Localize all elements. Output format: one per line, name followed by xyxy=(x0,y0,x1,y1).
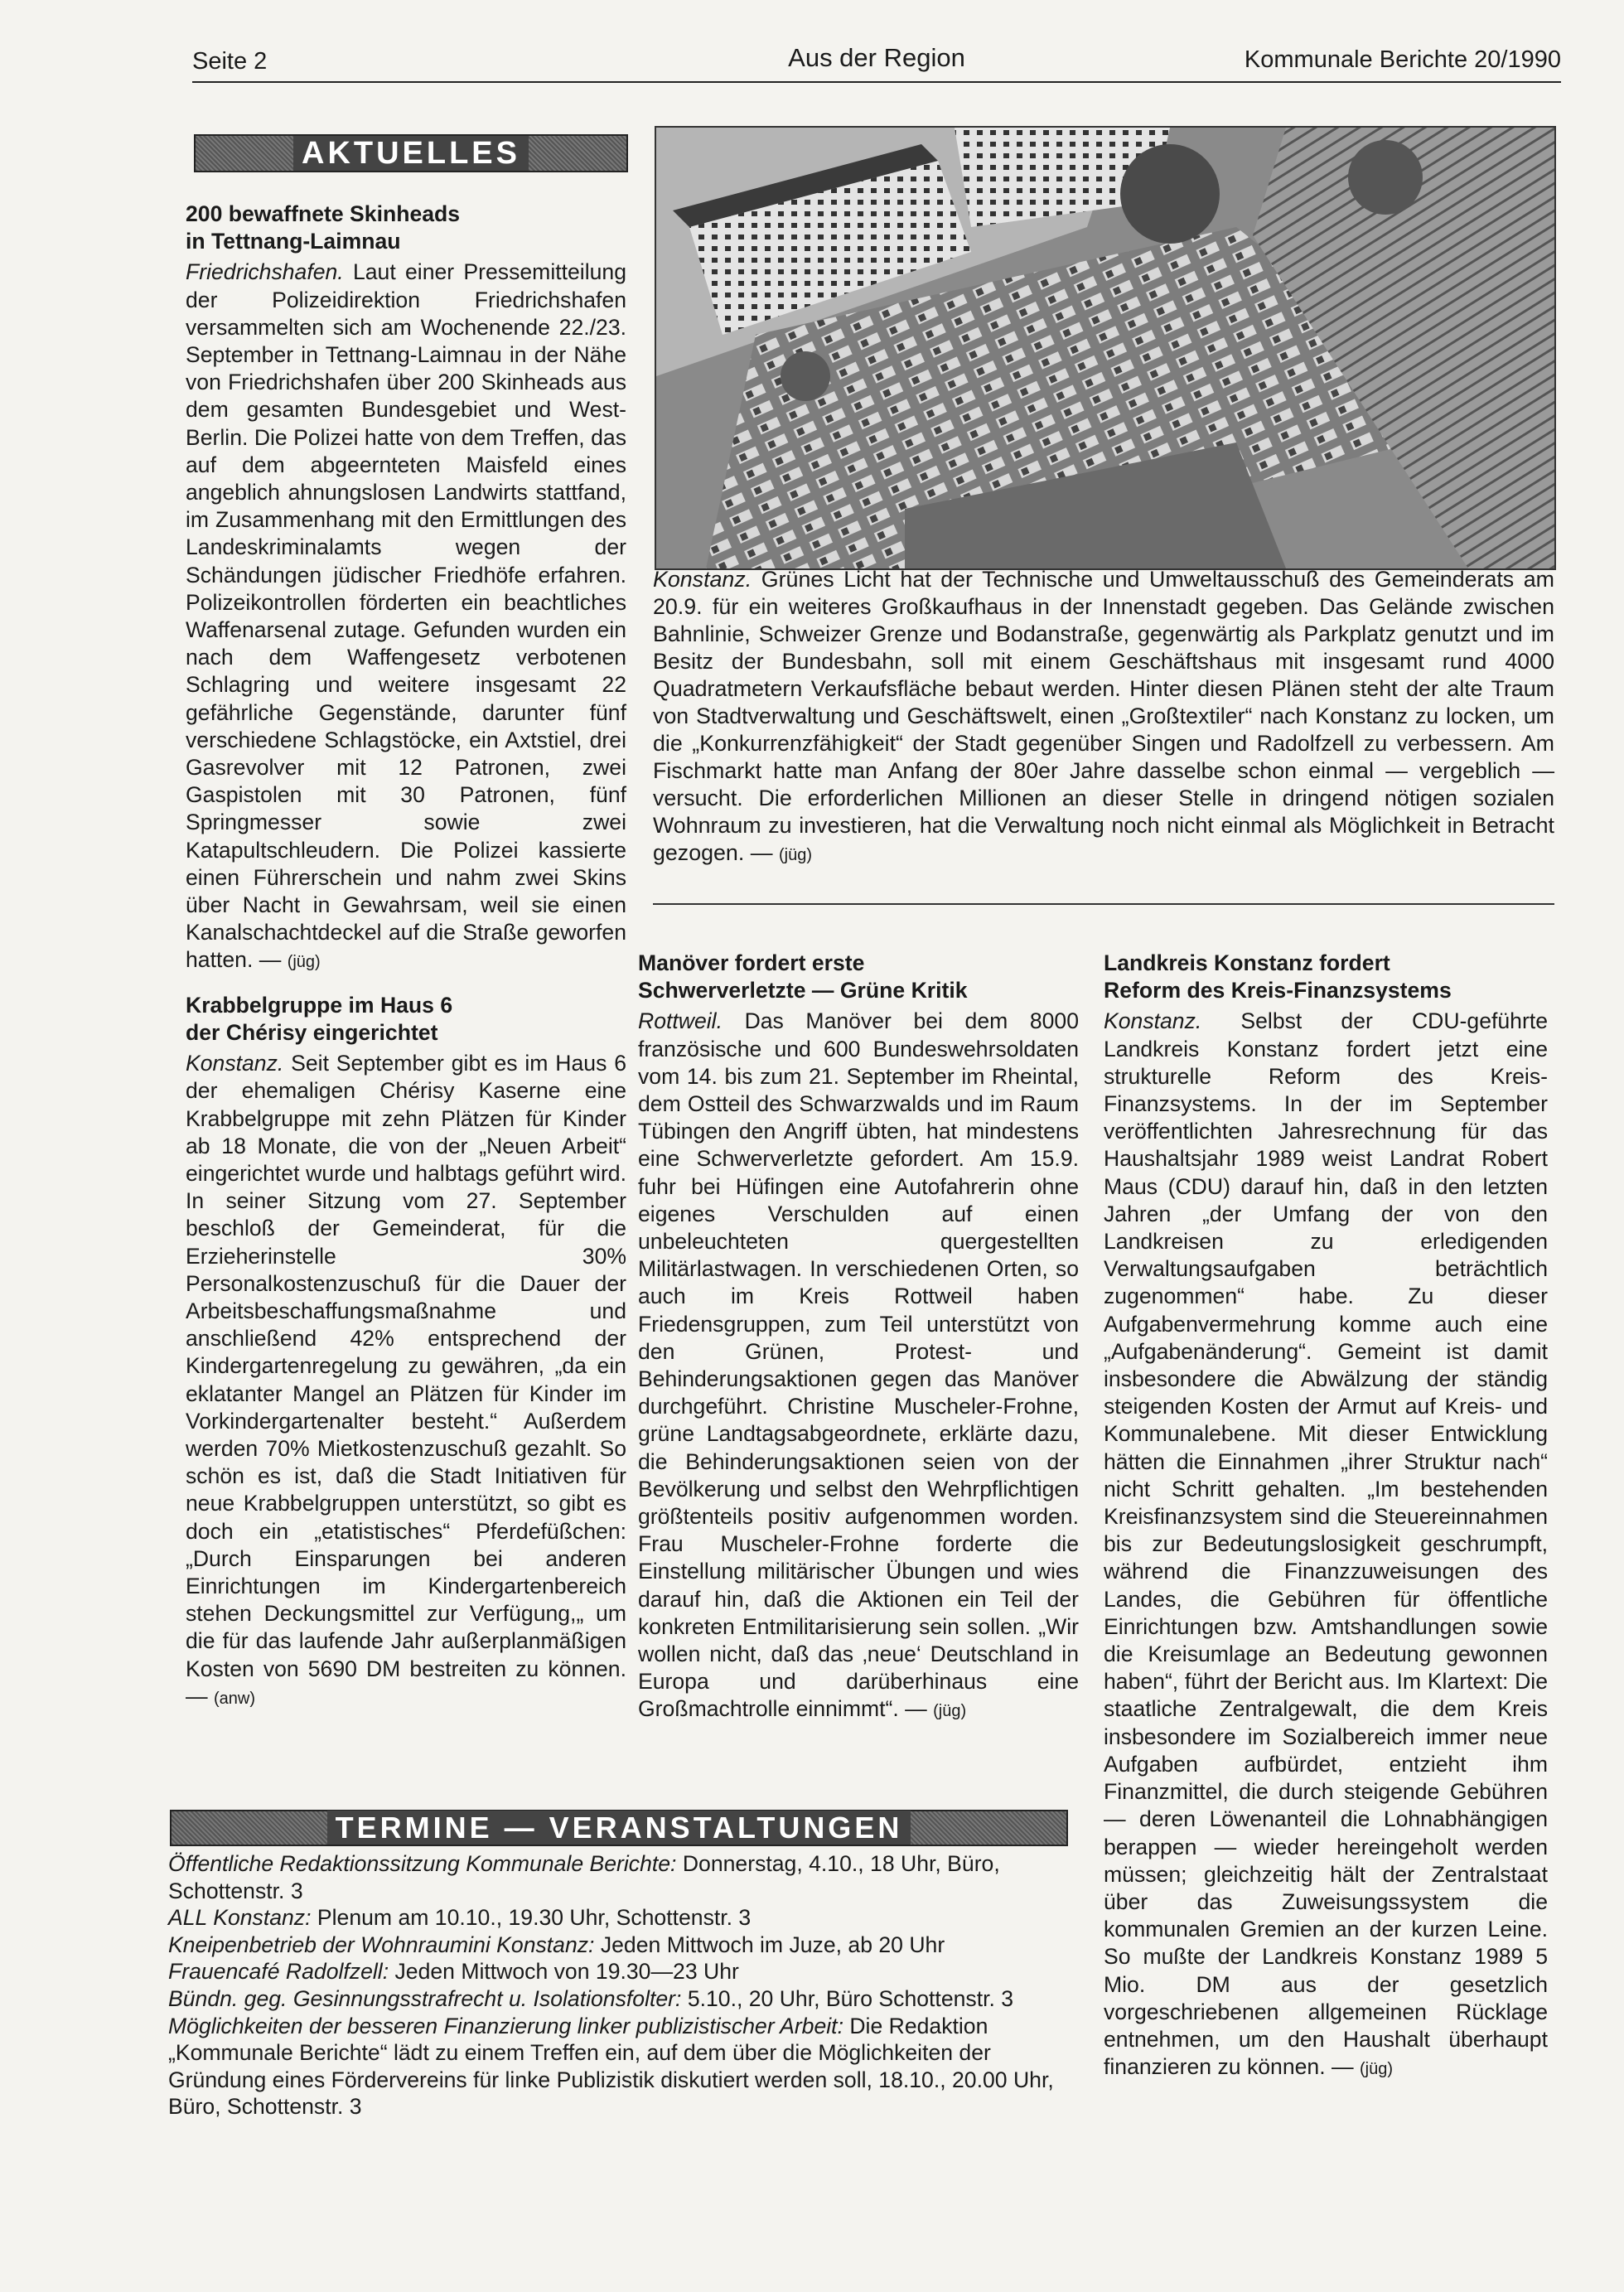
article-skinheads-headline-2: in Tettnang-Laimnau xyxy=(186,229,401,254)
article-manoever-text: Das Manöver bei dem 8000 französische und 600 Bundeswehrsoldaten vom 14. bis zum 21. September im Rheintal, dem Ostteil des Schwarzwalds und im Raum Tübingen den Angriff übten, hat mindestens eine Schwerverletzte gefordert. Am 15.9. fuhr bei Hüfingen eine Autofahrerin ohne eigenes Verschulden auf einen unbeleuchteten quergestellten Militärlastwagen. In verschiedenen Orten, so auch im Kreis Rottweil haben Friedensgruppen, zum Teil unterstützt von den Grünen, Protest- und Behinderungsaktionen gegen das Manöver durchgeführt. Christine Muscheler-Frohne, grüne Landtagsabgeordnete, erklärte dazu, die Behinderungsaktionen seien von der Bevölkerung und selbst den Wehrpflichtigen größtenteils positiv aufgenommen worden. Frau Muscheler-Frohne forderte die Einstellung militärischer Übungen und wies darauf hin, daß die Aktionen ein Teil der konkreten Entmilitarisierung sein sollen. „Wir wollen nicht, daß das ‚neue‘ Deutschland in Europa und darüberhinaus eine Großmachtrolle einnimmt“. — xyxy=(638,1008,1079,1722)
article-manoever-dateline: Rottweil. xyxy=(638,1008,723,1034)
article-krabbelgruppe-body xyxy=(186,1050,626,1713)
article-landkreis-text: Selbst der CDU-geführte Landkreis Konstanz fordert jetzt eine strukturelle Reform des Kreis-Finanzsystems. In der im September veröffentlichten Jahresrechnung für das Haushaltsjahr 1989 weist Landrat Robert Maus (CDU) darauf hin, daß in den letzten Jahren „der Umfang der von den Landkreisen zu erledigenden Verwaltungsaufgaben beträchtlich zugenommen“ habe. Zu dieser Aufgabenvermehrung komme auch eine „Aufgabenänderung“. Gemeint ist damit insbesondere die Abwälzung der ständig steigenden Kosten der Armut auf Kreis- und Kommunalebene. Mit dieser Entwicklung hätten die Einnahmen „ihrer Struktur nach“ nicht Schritt gehalten. „Im bestehenden Kreisfinanzsystem sind die Steuereinnahmen bis zur Bedeutungslosigkeit geschrumpft, während die Finanzzuweisungen des Landes, die Gebühren für öffentliche Einrichtungen bzw. Amtshandlungen sowie die Kreisumlage an Bedeutung gewonnen haben“, führt der Bericht aus. Im Klartext: Die staatliche Zentralgewalt, die dem Kreis insbesondere im Sozialbereich immer neue Aufgaben aufbürdet, entzieht ihm Finanzmittel, die durch steigende Gebühren — deren Löwenanteil die Lohnabhängigen berappen — wieder hereingeholt werden müssen; gleichzeitig hält der Zentralstaat über das Zuweisungssystem die kommunalen Gremien an der kurzen Leine. So mußte der Landkreis Konstanz 1989 5 Mio. DM aus der gesetzlich vorgeschriebenen allgemeinen Rücklage entnehmen, um den Haushalt überhaupt finanzieren zu können. — xyxy=(1104,1008,1548,2080)
termine-item xyxy=(168,1985,1067,2013)
termine-item-text: Jeden Mittwoch im Juze, ab 20 Uhr xyxy=(600,1932,945,1957)
aerial-photo xyxy=(655,126,1556,570)
article-skinheads xyxy=(186,201,626,977)
article-skinheads-signature: (jüg) xyxy=(287,953,321,972)
article-manoever-signature: (jüg) xyxy=(933,1702,967,1721)
aktuelles-banner-label: AKTUELLES xyxy=(293,136,529,171)
termine-item-text: 5.10., 20 Uhr, Büro Schottenstr. 3 xyxy=(687,1985,1014,2011)
photo-caption-text xyxy=(653,566,1554,869)
middle-column xyxy=(638,950,1079,1726)
termine-item-label: Kneipenbetrieb der Wohnraumini Konstanz: xyxy=(168,1932,595,1957)
termine-list xyxy=(168,1850,1067,2120)
aktuelles-banner xyxy=(194,134,628,172)
left-column xyxy=(186,201,626,1713)
photo-caption-signature: (jüg) xyxy=(778,846,812,864)
article-manoever-headline-2: Schwerverletzte — Grüne Kritik xyxy=(638,978,968,1003)
page-number: Seite 2 xyxy=(192,48,268,75)
photo-caption xyxy=(653,566,1554,869)
termine-item-label: ALL Konstanz: xyxy=(168,1905,312,1931)
termine-item xyxy=(168,1932,1067,1959)
article-landkreis-body xyxy=(1104,1008,1548,2083)
article-krabbelgruppe-signature: (anw) xyxy=(213,1689,255,1708)
aerial-photo-image xyxy=(656,128,1554,568)
article-krabbelgruppe-text: Seit September gibt es im Haus 6 der ehemaligen Chérisy Kaserne eine Krabbelgruppe mit zehn Plätzen für Kinder ab 18 Monate, die von der „Neuen Arbeit“ eingerichtet wurde und halbtags geführt wird. In seiner Sitzung vom 27. September beschloß der Gemeinderat, für die Erzieherinstelle 30% Personalkostenzuschuß für die Dauer der Arbeitsbeschaffungsmaßnahme und anschließend 42% entsprechend der Kindergartenregelung zu gewähren, „da ein eklatanter Mangel an Plätzen für Kinder im Vorkindergartenalter besteht.“ Außerdem werden 70% Mietkostenzuschuß gezahlt. So schön es ist, daß die Stadt Initiativen für neue Krabbelgruppen unterstützt, so gibt es doch ein „etatistisches“ Pferdefüßchen: „Durch Einsparungen bei anderen Einrichtungen im Kindergartenbereich stehen Deckungsmittel zur Verfügung,„ um die für das laufende Jahr außerplanmäßigen Kosten von 5690 DM bestreiten zu können. — xyxy=(186,1051,627,1709)
section-title: Aus der Region xyxy=(788,43,965,72)
article-skinheads-headline-1: 200 bewaffnete Skinheads xyxy=(186,201,461,226)
article-krabbelgruppe-dateline: Konstanz. xyxy=(186,1051,284,1076)
photo-caption-dateline: Konstanz. xyxy=(653,567,752,592)
article-landkreis-headline-1: Landkreis Konstanz fordert xyxy=(1104,950,1390,975)
termine-item-text: Jeden Mittwoch von 19.30—23 Uhr xyxy=(394,1959,739,1985)
termine-item-text: Plenum am 10.10., 19.30 Uhr, Schottenstr. 3 xyxy=(317,1905,752,1931)
article-skinheads-text: Laut einer Pressemitteilung der Polizeidirektion Friedrichshafen versammelten sich am Wochenende 22./23. September in Tettnang-Laimnau in der Nähe von Friedrichshafen über 200 Skinheads aus dem gesamten Bundesgebiet und West-Berlin. Die Polizei hatte von dem Treffen, das auf dem abgeernteten Maisfeld eines angeblich ahnungslosen Landwirts stattfand, im Zusammenhang mit den Ermittlungen des Landeskriminalamts wegen der Schändungen jüdischer Friedhöfe erfahren. Polizeikontrollen förderten ein beachtliches Waffenarsenal zutage. Gefunden wurden ein nach dem Waffengesetz verbotenen Schlagring und weitere insgesamt 22 gefährliche Gegenstände, darunter fünf verschiedene Schlagstöcke, ein Axtstiel, drei Gasrevolver mit 12 Patronen, zwei Gaspistolen mit 30 Patronen, fünf Springmesser sowie zwei Katapultschleudern. Die Polizei kassierte einen Führerschein und nahm zwei Skins über Nacht in Gewahrsam, weil sie einen Kanalschachtdeckel auf die Straße geworfen hatten. — xyxy=(186,259,626,973)
right-column xyxy=(1104,950,1548,2083)
article-landkreis-headline-2: Reform des Kreis-Finanzsystems xyxy=(1104,978,1452,1003)
article-skinheads-dateline: Friedrichshafen. xyxy=(186,259,344,285)
section-separator xyxy=(653,903,1554,905)
page-header xyxy=(192,43,1561,85)
header-rule xyxy=(192,81,1561,83)
termine-item-text: Die Redaktion „Kommunale Berichte“ lädt zu einem Treffen ein, auf dem über die Möglichkeiten der Gründung eines Fördervereins für linke Publizistik diskutiert werden soll, 18.10., 20.00 Uhr, Büro, Schottenstr. 3 xyxy=(168,2013,1054,2120)
termine-item xyxy=(168,1850,1067,1904)
termine-item xyxy=(168,2013,1067,2120)
termine-item-label: Bündn. geg. Gesinnungsstrafrecht u. Isolationsfolter: xyxy=(168,1985,682,2011)
termine-item-label: Frauencafé Radolfzell: xyxy=(168,1959,389,1985)
photo-caption-body: Grünes Licht hat der Technische und Umweltausschuß des Gemeinderats am 20.9. für ein weiteres Großkaufhaus in der Innenstadt gegeben. Das Gelände zwischen Bahnlinie, Schweizer Grenze und Bodanstraße, gegenwärtig als Parkplatz genutzt und im Besitz der Bundesbahn, soll mit einem Geschäftshaus mit insgesamt rund 4000 Quadratmetern Verkaufsfläche bebaut werden. Hinter diesen Plänen steht der alte Traum von Stadtverwaltung und Geschäftswelt, einen „Großtextiler“ nach Konstanz zu locken, um die „Konkurrenzfähigkeit“ der Stadt gegenüber Singen und Radolfzell zu verbessern. Am Fischmarkt hatte man Anfang der 80er Jahre dasselbe schon einmal — vergeblich — versucht. Die erforderlichen Millionen an dieser Stelle in dringend nötigen sozialen Wohnraum zu investieren, hat die Verwaltung noch nicht einmal als Möglichkeit in Betracht gezogen. — xyxy=(653,567,1554,865)
article-manoever-body xyxy=(638,1008,1079,1725)
issue-label: Kommunale Berichte 20/1990 xyxy=(1244,46,1561,73)
termine-item xyxy=(168,1958,1067,1985)
termine-banner xyxy=(170,1810,1068,1846)
termine-item-text: Donnerstag, 4.10., 18 Uhr, Büro, Schottenstr. 3 xyxy=(168,1851,1000,1903)
termine-item-label: Öffentliche Redaktionssitzung Kommunale Berichte: xyxy=(168,1851,677,1876)
article-manoever-headline-1: Manöver fordert erste xyxy=(638,950,865,975)
article-landkreis-signature: (jüg) xyxy=(1359,2060,1393,2079)
article-landkreis-dateline: Konstanz. xyxy=(1104,1008,1202,1034)
article-skinheads-body xyxy=(186,259,626,976)
article-krabbelgruppe xyxy=(186,992,626,1713)
article-krabbelgruppe-headline-1: Krabbelgruppe im Haus 6 xyxy=(186,992,453,1018)
termine-item xyxy=(168,1904,1067,1932)
termine-item-label: Möglichkeiten der besseren Finanzierung linker publizistischer Arbeit: xyxy=(168,2013,843,2038)
termine-banner-label: TERMINE — VERANSTALTUNGEN xyxy=(327,1811,911,1845)
article-krabbelgruppe-headline-2: der Chérisy eingerichtet xyxy=(186,1019,438,1045)
